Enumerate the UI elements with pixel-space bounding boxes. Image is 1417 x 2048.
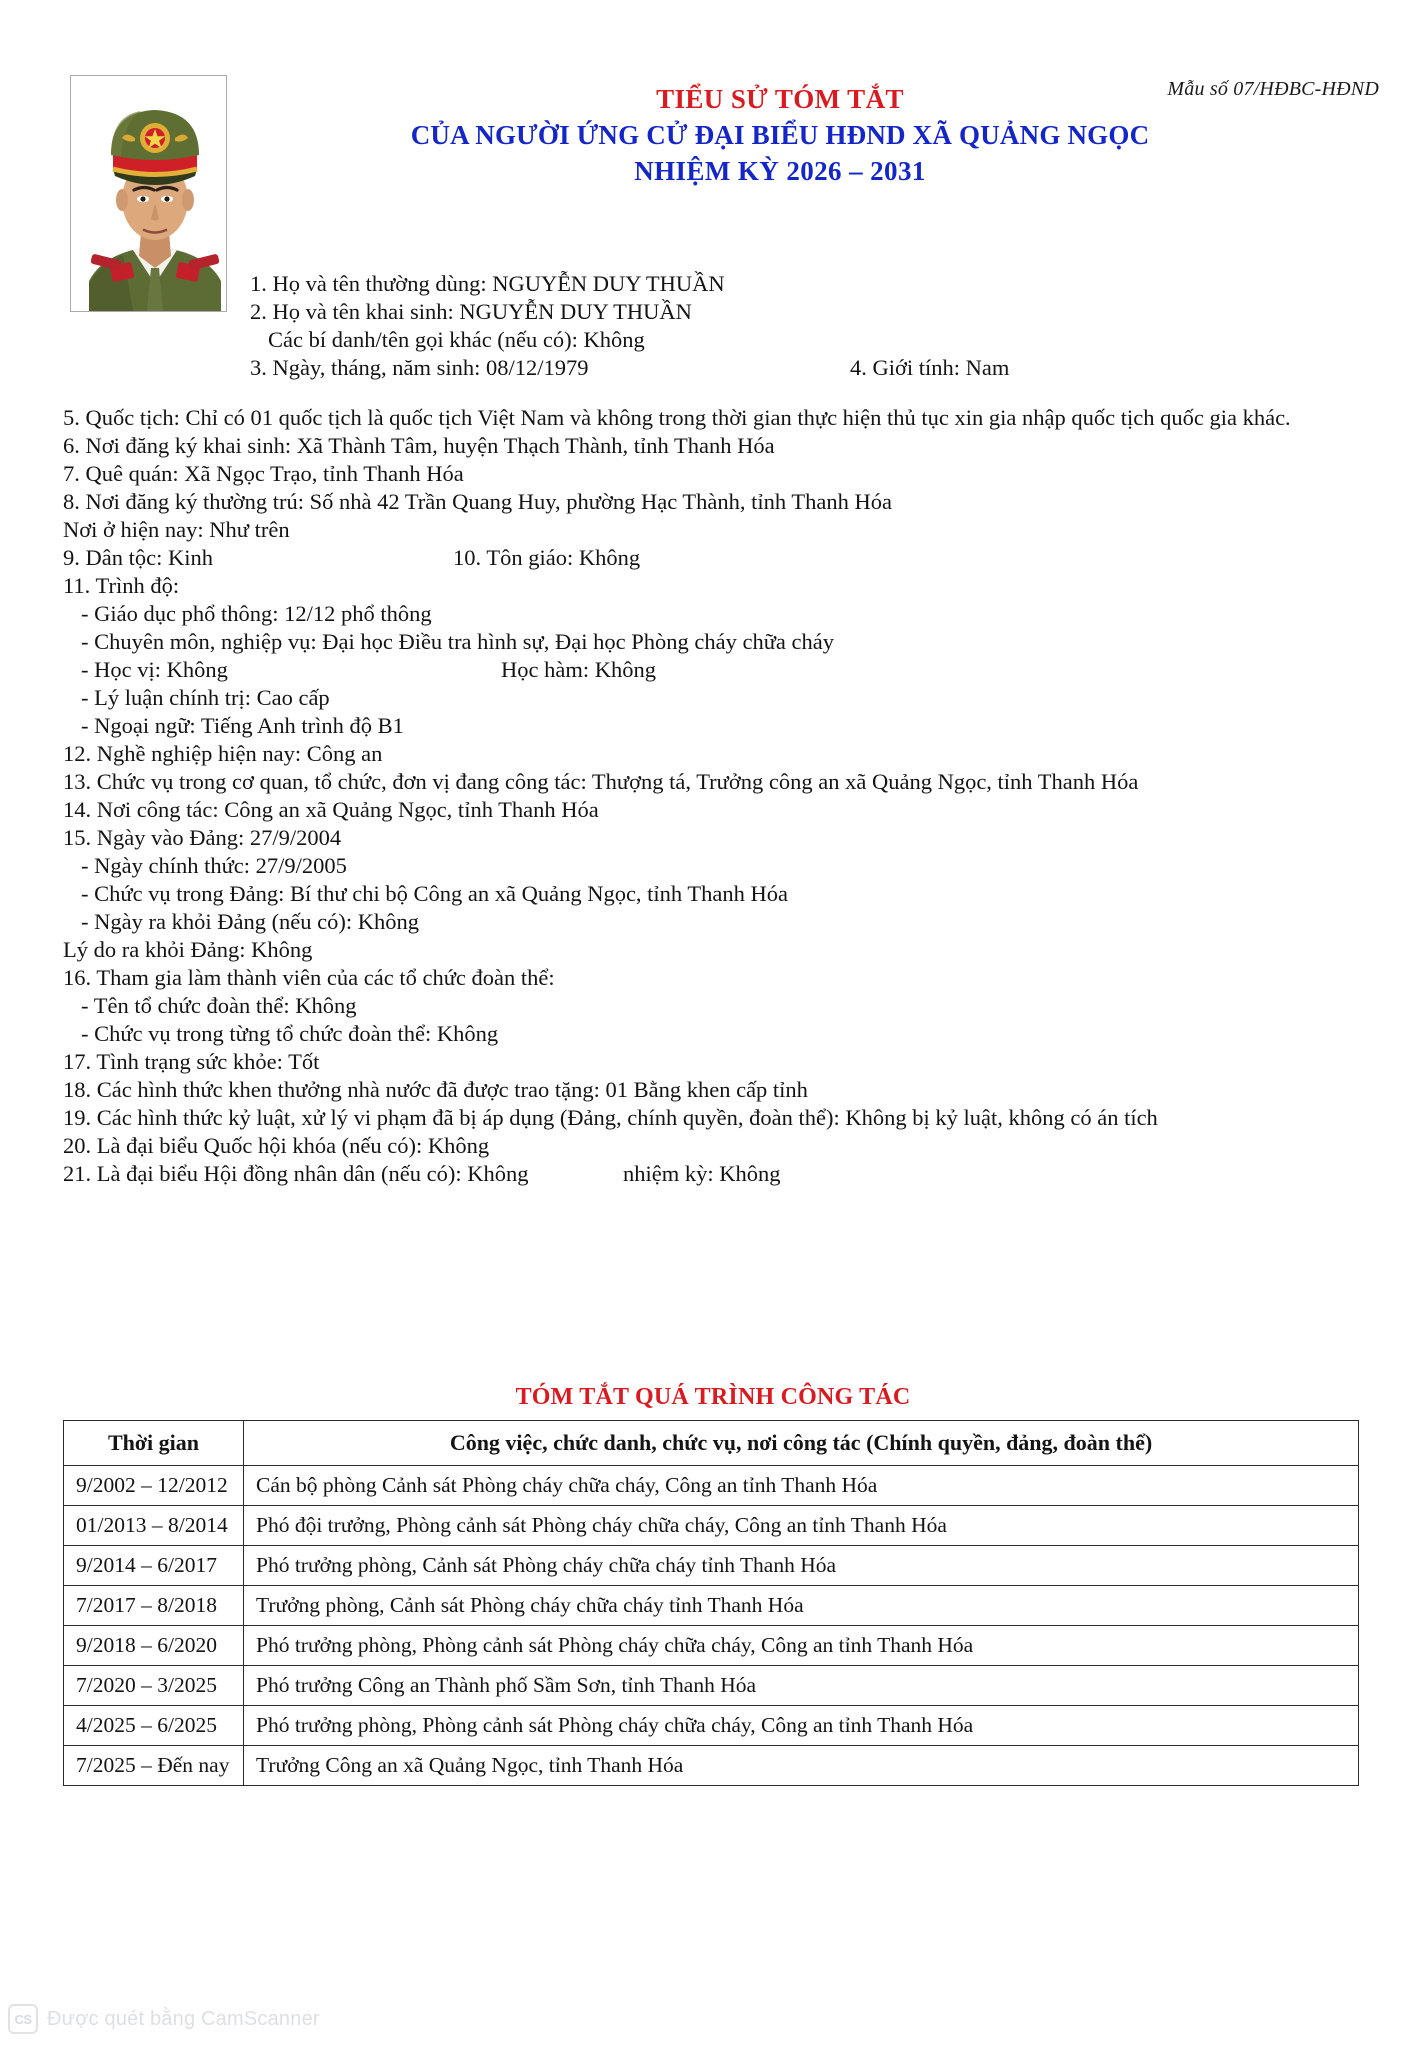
table-row — [64, 1626, 1359, 1666]
field-academic-degree: - Học vị: Không — [81, 657, 228, 682]
table-row — [64, 1706, 1359, 1746]
table-row — [64, 1506, 1359, 1546]
field-education-heading: 11. Trình độ: — [63, 573, 180, 598]
table-header-row — [64, 1421, 1359, 1466]
cell-work: Trưởng phòng, Cảnh sát Phòng cháy chữa cháy tỉnh Thanh Hóa — [244, 1586, 1359, 1626]
cell-time: 01/2013 – 8/2014 — [64, 1506, 244, 1546]
cell-time: 9/2018 – 6/2020 — [64, 1626, 244, 1666]
document-title-block — [235, 82, 1325, 190]
field-disciplinary-actions: 19. Các hình thức kỷ luật, xử lý vi phạm đã bị áp dụng (Đảng, chính quyền, đoàn thể): Không bị kỷ luật, không có án tích — [63, 1105, 1158, 1130]
cell-time: 7/2025 – Đến nay — [64, 1746, 244, 1786]
field-peoples-council-row — [63, 1160, 1363, 1188]
camscanner-logo-icon: CS — [8, 2004, 38, 2034]
field-aliases: Các bí danh/tên gọi khác (nếu có): Không — [268, 327, 645, 352]
cell-work: Phó đội trưởng, Phòng cảnh sát Phòng cháy chữa cháy, Công an tỉnh Thanh Hóa — [244, 1506, 1359, 1546]
field-nationality: 5. Quốc tịch: Chỉ có 01 quốc tịch là quốc tịch Việt Nam và không trong thời gian thực hiện thủ tục xin gia nhập quốc tịch quốc gia khác. — [63, 405, 1291, 430]
camscanner-watermark — [8, 2004, 320, 2034]
field-national-assembly-delegate: 20. Là đại biểu Quốc hội khóa (nếu có): Không — [63, 1133, 490, 1158]
field-professional-qualification: - Chuyên môn, nghiệp vụ: Đại học Điều tra hình sự, Đại học Phòng cháy chữa cháy — [81, 629, 834, 654]
field-organization-position: - Chức vụ trong từng tổ chức đoàn thể: Không — [81, 1021, 499, 1046]
field-hometown: 7. Quê quán: Xã Ngọc Trạo, tỉnh Thanh Hóa — [63, 461, 464, 486]
field-full-name-birth: 2. Họ và tên khai sinh: NGUYỄN DUY THUẦN — [250, 299, 692, 324]
table-row — [64, 1466, 1359, 1506]
field-permanent-residence: 8. Nơi đăng ký thường trú: Số nhà 42 Trần Quang Huy, phường Hạc Thành, tỉnh Thanh Hóa — [63, 489, 892, 514]
field-organization-name: - Tên tổ chức đoàn thể: Không — [81, 993, 357, 1018]
field-birth-registration-place: 6. Nơi đăng ký khai sinh: Xã Thành Tâm, huyện Thạch Thành, tỉnh Thanh Hóa — [63, 433, 775, 458]
field-state-awards: 18. Các hình thức khen thưởng nhà nước đã được trao tặng: 01 Bằng khen cấp tỉnh — [63, 1077, 808, 1102]
career-table-body — [64, 1466, 1359, 1786]
bio-fields-upper — [250, 270, 1340, 382]
field-current-residence: Nơi ở hiện nay: Như trên — [63, 517, 290, 542]
field-organizations-heading: 16. Tham gia làm thành viên của các tổ chức đoàn thể: — [63, 965, 555, 990]
field-foreign-language: - Ngoại ngữ: Tiếng Anh trình độ B1 — [81, 713, 404, 738]
field-academic-title: Học hàm: Không — [501, 657, 656, 682]
portrait-photo — [71, 76, 226, 311]
cell-time: 9/2014 – 6/2017 — [64, 1546, 244, 1586]
table-row — [64, 1546, 1359, 1586]
field-health-status: 17. Tình trạng sức khỏe: Tốt — [63, 1049, 320, 1074]
field-peoples-council-term: nhiệm kỳ: Không — [623, 1161, 781, 1186]
field-current-position: 13. Chức vụ trong cơ quan, tổ chức, đơn vị đang công tác: Thượng tá, Trưởng công an xã Quảng Ngọc, tỉnh Thanh Hóa — [63, 769, 1139, 794]
column-header-work: Công việc, chức danh, chức vụ, nơi công tác (Chính quyền, đảng, đoàn thể) — [244, 1421, 1359, 1466]
field-party-join-date: 15. Ngày vào Đảng: 27/9/2004 — [63, 825, 342, 850]
table-row — [64, 1586, 1359, 1626]
field-general-education: - Giáo dục phổ thông: 12/12 phổ thông — [81, 601, 432, 626]
cell-time: 9/2002 – 12/2012 — [64, 1466, 244, 1506]
page-title: TIỂU SỬ TÓM TẮT — [656, 84, 904, 114]
field-party-exit-date: - Ngày ra khỏi Đảng (nếu có): Không — [81, 909, 420, 934]
form-code-label: Mẫu số 07/HĐBC-HĐND — [1167, 78, 1379, 100]
field-full-name-common: 1. Họ và tên thường dùng: NGUYỄN DUY THUẦN — [250, 271, 725, 296]
field-party-exit-reason: Lý do ra khỏi Đảng: Không — [63, 937, 313, 962]
cell-work: Phó trưởng Công an Thành phố Sầm Sơn, tỉnh Thanh Hóa — [244, 1666, 1359, 1706]
field-party-official-date: - Ngày chính thức: 27/9/2005 — [81, 853, 347, 878]
cell-time: 7/2020 – 3/2025 — [64, 1666, 244, 1706]
candidate-photo-frame — [70, 75, 227, 312]
cell-work: Cán bộ phòng Cảnh sát Phòng cháy chữa cháy, Công an tỉnh Thanh Hóa — [244, 1466, 1359, 1506]
cell-work: Phó trưởng phòng, Phòng cảnh sát Phòng cháy chữa cháy, Công an tỉnh Thanh Hóa — [244, 1626, 1359, 1666]
field-ethnicity-religion-row — [63, 544, 1363, 572]
field-political-theory: - Lý luận chính trị: Cao cấp — [81, 685, 330, 710]
career-section-heading: TÓM TẮT QUÁ TRÌNH CÔNG TÁC — [515, 1384, 911, 1410]
field-current-occupation: 12. Nghề nghiệp hiện nay: Công an — [63, 741, 383, 766]
page-subtitle: CỦA NGƯỜI ỨNG CỬ ĐẠI BIỂU HĐND XÃ QUẢNG NGỌC — [410, 119, 1150, 150]
page-term-line: NHIỆM KỲ 2026 – 2031 — [634, 156, 926, 187]
bio-fields-lower — [63, 404, 1363, 1188]
table-row — [64, 1666, 1359, 1706]
camscanner-watermark-text: Được quét bằng CamScanner — [47, 2007, 320, 2030]
cell-time: 4/2025 – 6/2025 — [64, 1706, 244, 1746]
cell-work: Phó trưởng phòng, Cảnh sát Phòng cháy chữa cháy tỉnh Thanh Hóa — [244, 1546, 1359, 1586]
field-peoples-council-delegate: 21. Là đại biểu Hội đồng nhân dân (nếu có): Không — [63, 1161, 529, 1186]
field-party-position: - Chức vụ trong Đảng: Bí thư chi bộ Công an xã Quảng Ngọc, tỉnh Thanh Hóa — [81, 881, 788, 906]
field-religion: 10. Tôn giáo: Không — [453, 545, 641, 570]
career-history-table — [63, 1420, 1359, 1786]
field-dob-gender-row — [250, 354, 1340, 382]
cell-work: Trưởng Công an xã Quảng Ngọc, tỉnh Thanh Hóa — [244, 1746, 1359, 1786]
field-gender: 4. Giới tính: Nam — [850, 355, 1010, 380]
table-row — [64, 1746, 1359, 1786]
cell-time: 7/2017 – 8/2018 — [64, 1586, 244, 1626]
column-header-time: Thời gian — [64, 1421, 244, 1466]
field-ethnicity: 9. Dân tộc: Kinh — [63, 545, 213, 570]
field-degree-title-row — [63, 656, 1363, 684]
cell-work: Phó trưởng phòng, Phòng cảnh sát Phòng cháy chữa cháy, Công an tỉnh Thanh Hóa — [244, 1706, 1359, 1746]
field-date-of-birth: 3. Ngày, tháng, năm sinh: 08/12/1979 — [250, 355, 589, 380]
field-workplace: 14. Nơi công tác: Công an xã Quảng Ngọc, tỉnh Thanh Hóa — [63, 797, 599, 822]
